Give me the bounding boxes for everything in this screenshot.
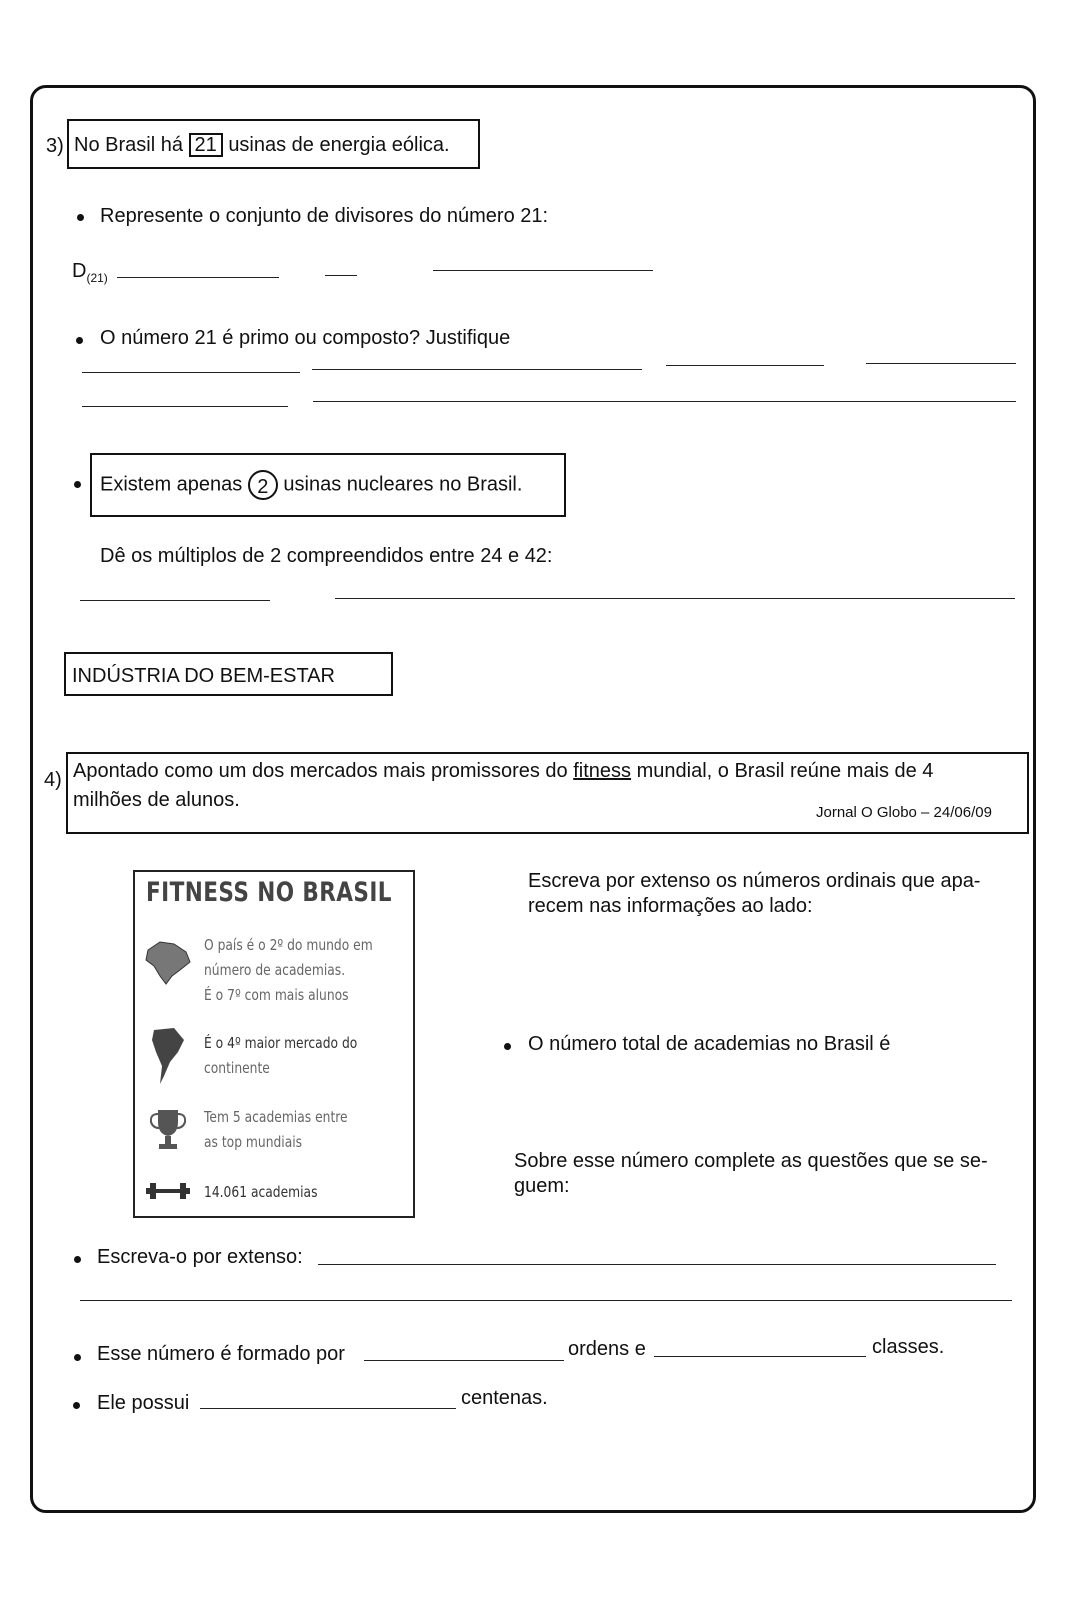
answer-line[interactable] — [313, 401, 1016, 402]
south-america-map-icon — [148, 1026, 188, 1086]
infographic-item3-line1: Tem 5 academias entre — [204, 1108, 348, 1126]
question-4-number: 4) — [44, 769, 62, 791]
statement-text: Existem apenas — [100, 473, 243, 496]
divisors-letter: D — [72, 260, 87, 282]
question-3-statement — [74, 133, 450, 157]
orders-item-start: Esse número é formado por — [97, 1343, 345, 1365]
answer-line[interactable] — [82, 372, 300, 373]
hundreds-item-end: centenas. — [461, 1387, 548, 1409]
answer-line[interactable] — [82, 406, 288, 407]
divisors-label — [72, 259, 108, 290]
infographic-item2-line1: É o 4º maior mercado do — [204, 1034, 358, 1052]
bullet — [76, 337, 83, 344]
bullet — [73, 1402, 80, 1409]
question-3-item-divisors: Represente o conjunto de divisores do número 21: — [100, 205, 549, 227]
orders-item-end: classes. — [872, 1336, 945, 1358]
ordinals-instruction-line1: Escreva por extenso os números ordinais que apa- — [528, 870, 981, 892]
bullet — [74, 481, 81, 488]
hundreds-item-start: Ele possui — [97, 1392, 190, 1414]
answer-line[interactable] — [80, 600, 270, 601]
answer-line[interactable] — [318, 1264, 996, 1265]
answer-line[interactable] — [433, 270, 653, 271]
statement-text: usinas nucleares no Brasil. — [283, 473, 523, 496]
statement-text: No Brasil há — [74, 134, 183, 156]
answer-line[interactable] — [200, 1408, 456, 1409]
total-academies-item: O número total de academias no Brasil é — [528, 1033, 891, 1055]
question-3-item-multiples: Dê os múltiplos de 2 compreendidos entre 24 e 42: — [100, 545, 553, 567]
number-box: 21 — [189, 133, 223, 157]
fitness-word: fitness — [573, 760, 632, 782]
answer-line[interactable] — [325, 275, 357, 276]
answer-line[interactable] — [654, 1356, 866, 1357]
brazil-map-icon — [140, 936, 194, 988]
question-3-number: 3) — [46, 135, 64, 157]
answer-line[interactable] — [335, 598, 1015, 599]
bullet — [504, 1043, 511, 1050]
question-3-item-prime: O número 21 é primo ou composto? Justifique — [100, 327, 511, 349]
number-circle: 2 — [248, 470, 278, 500]
question-4-statement-line2: milhões de alunos. — [73, 789, 240, 811]
about-number-line1: Sobre esse número complete as questões que se se- — [514, 1150, 988, 1172]
statement-text: mundial, o Brasil reúne mais de 4 — [636, 760, 934, 782]
bullet — [74, 1354, 81, 1361]
dumbbell-icon — [144, 1180, 192, 1202]
bullet — [77, 214, 84, 221]
answer-line[interactable] — [364, 1360, 564, 1361]
about-number-line2: guem: — [514, 1175, 570, 1197]
answer-line[interactable] — [312, 369, 642, 370]
source-citation: Jornal O Globo – 24/06/09 — [816, 804, 992, 821]
trophy-icon — [148, 1106, 188, 1152]
answer-line[interactable] — [666, 365, 824, 366]
answer-line[interactable] — [80, 1300, 1012, 1301]
statement-text: usinas de energia eólica. — [228, 134, 450, 156]
ordinals-instruction-line2: recem nas informações ao lado: — [528, 895, 813, 917]
divisors-subscript: (21) — [86, 271, 108, 285]
infographic-item1-line2: número de academias. — [204, 961, 346, 979]
answer-line[interactable] — [117, 277, 279, 278]
bullet — [74, 1256, 81, 1263]
write-in-words-item: Escreva-o por extenso: — [97, 1246, 303, 1268]
infographic-item3-line2: as top mundiais — [204, 1133, 303, 1151]
infographic-item2-line2: continente — [204, 1059, 270, 1077]
question-4-statement-line1 — [73, 759, 933, 783]
statement-text: Apontado como um dos mercados mais promissores do — [73, 760, 568, 782]
answer-line[interactable] — [866, 363, 1016, 364]
orders-item-middle: ordens e — [568, 1338, 646, 1360]
infographic-item1-line3: É o 7º com mais alunos — [204, 986, 349, 1004]
question-3-item-nuclear — [100, 470, 522, 500]
infographic-item4: 14.061 academias — [204, 1183, 318, 1201]
infographic-title: FITNESS NO BRASIL — [146, 877, 392, 908]
infographic-item1-line1: O país é o 2º do mundo em — [204, 936, 373, 954]
section-title: INDÚSTRIA DO BEM-ESTAR — [72, 665, 335, 687]
